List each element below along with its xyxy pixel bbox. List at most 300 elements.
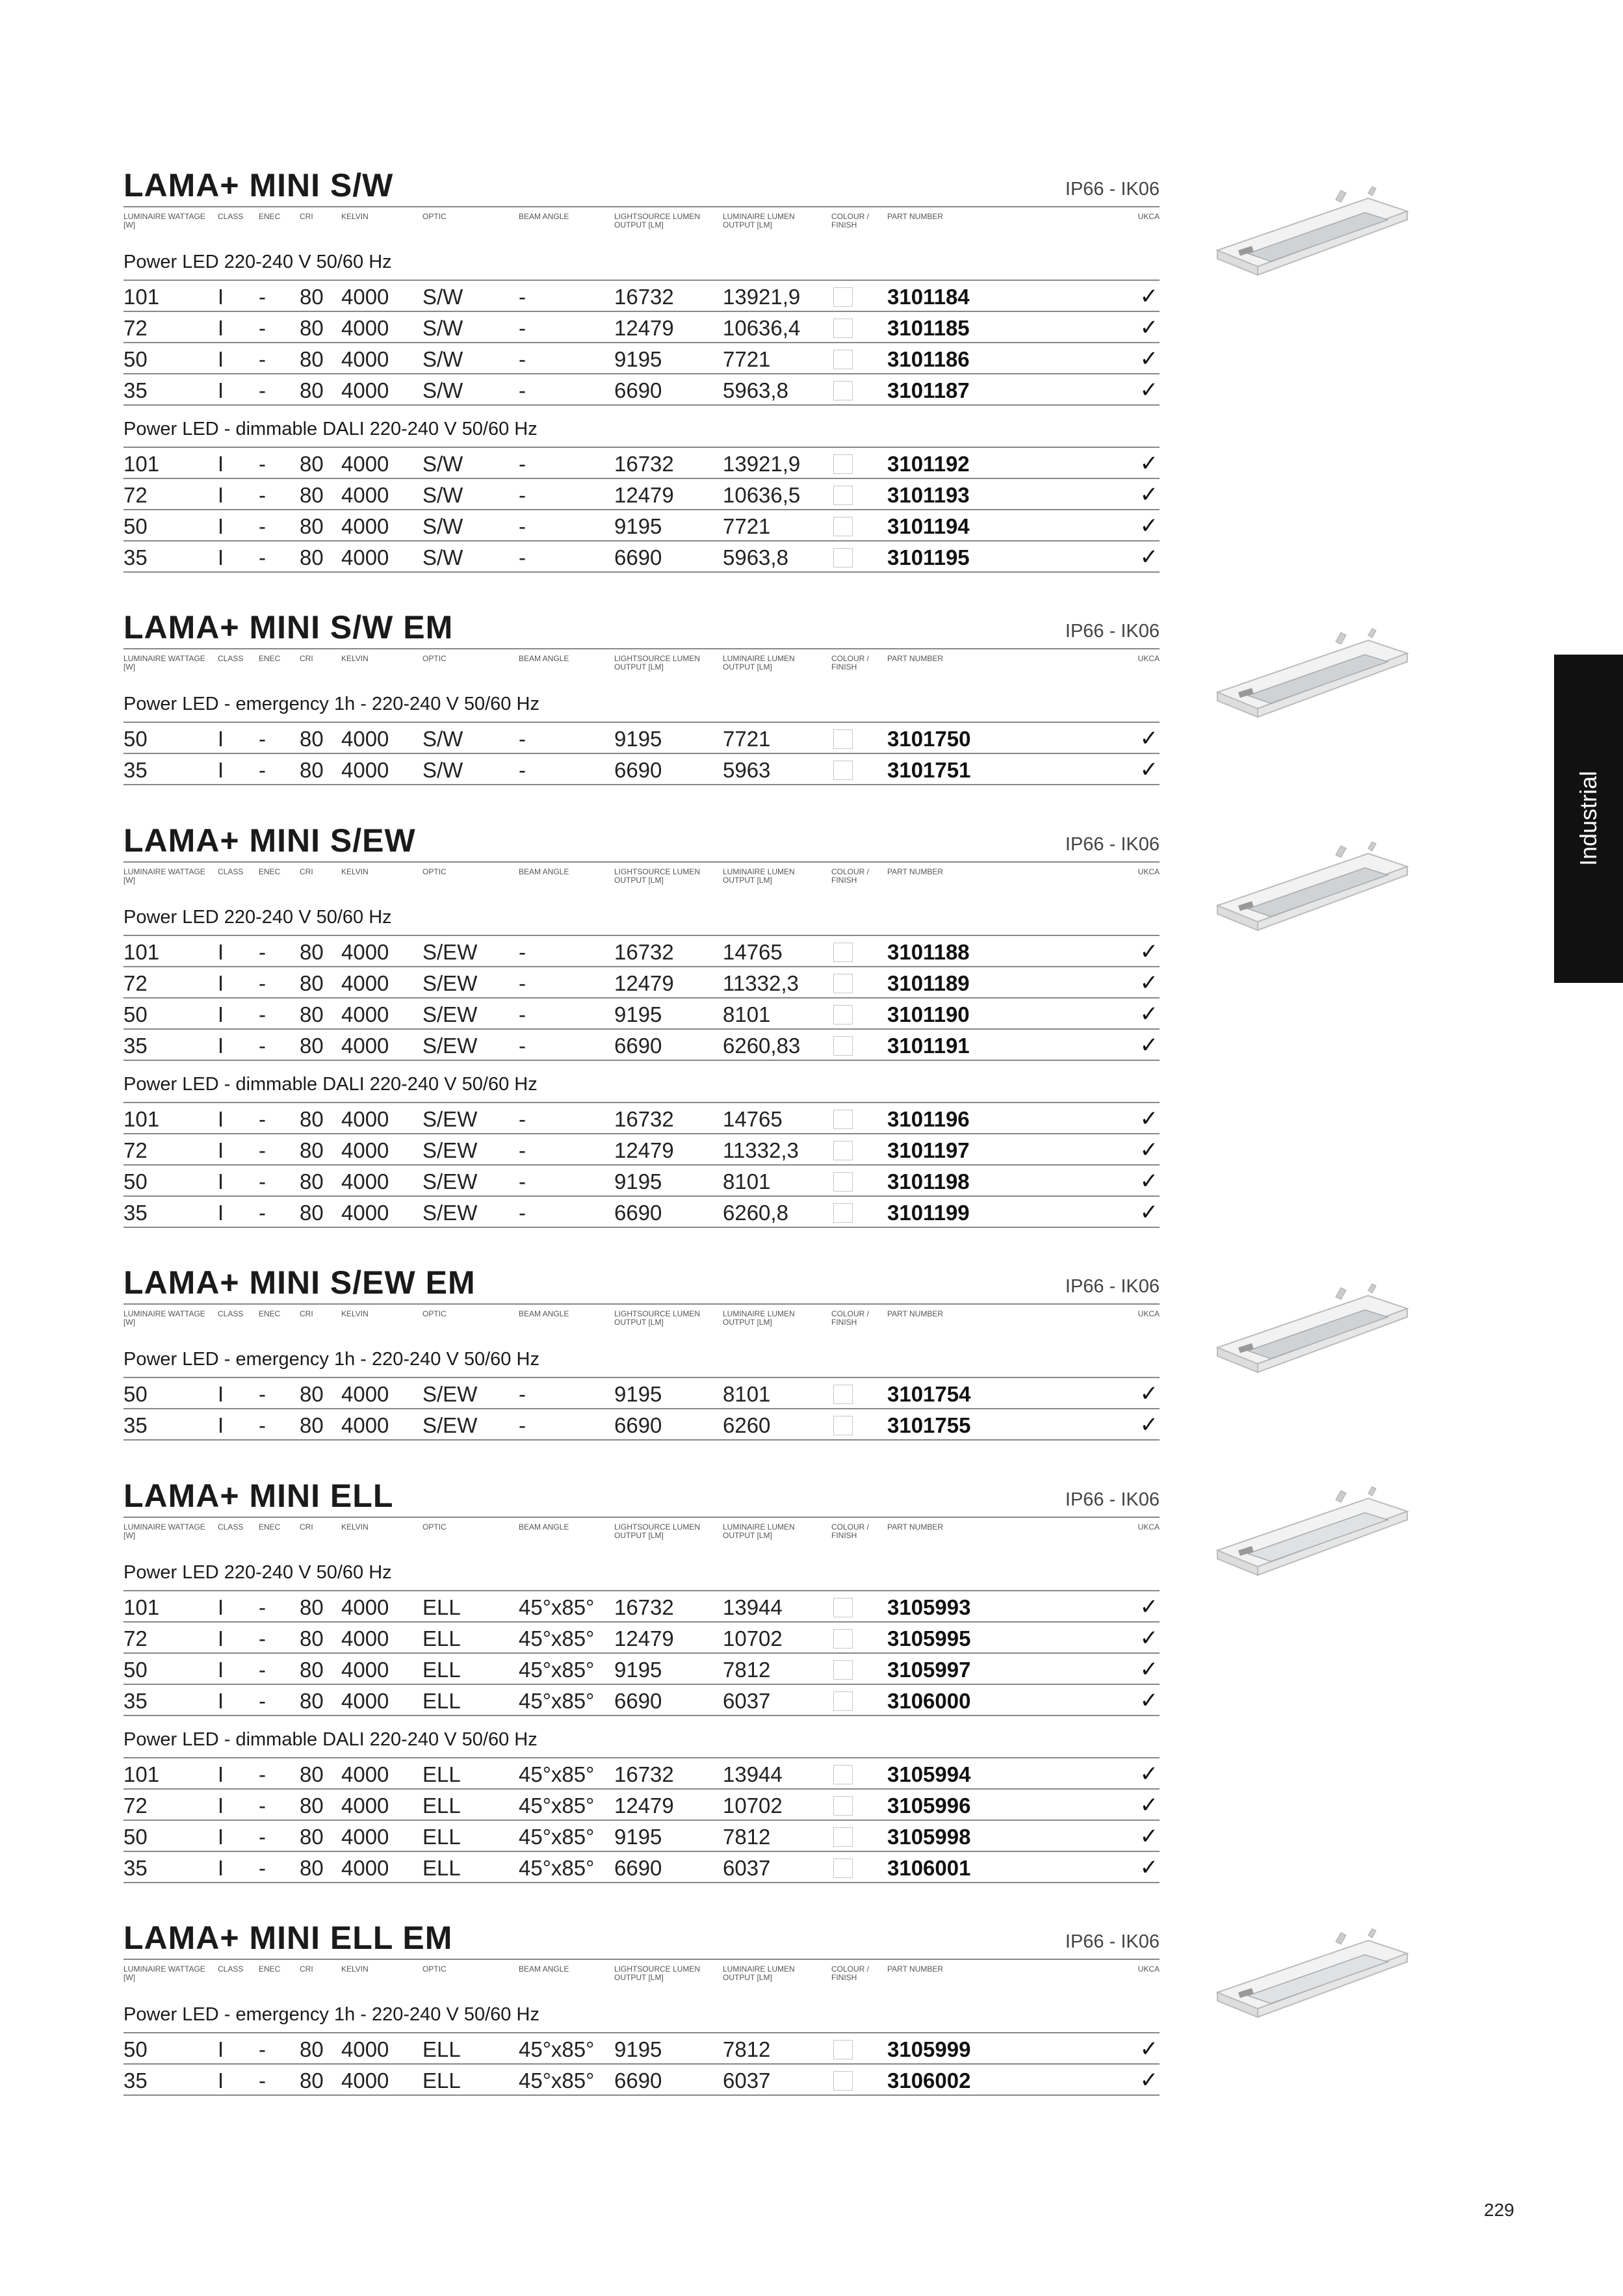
cell-lightsource-lumen: 9195 (614, 1002, 662, 1026)
cell-class: I (218, 1034, 224, 1058)
cell-wattage: 35 (123, 1856, 148, 1880)
cell-optic: ELL (422, 1595, 461, 1619)
cell-wattage: 50 (123, 1002, 148, 1026)
cell-wattage: 35 (123, 545, 148, 569)
cell-wattage: 50 (123, 1382, 148, 1406)
column-header (123, 206, 1160, 241)
ukca-check-icon: ✓ (1139, 545, 1158, 569)
cell-luminaire-lumen: 8101 (723, 1169, 771, 1194)
header-class: CLASS (218, 212, 244, 221)
cell-wattage: 101 (123, 940, 160, 964)
cell-wattage: 72 (123, 483, 148, 507)
ukca-check-icon: ✓ (1139, 284, 1158, 309)
cell-luminaire-lumen: 11332,3 (723, 1138, 799, 1162)
header-optic: OPTIC (422, 1964, 447, 1974)
cell-luminaire-lumen: 6260,8 (723, 1201, 788, 1225)
cell-enec: - (259, 1825, 266, 1849)
product-image (1212, 1927, 1420, 2038)
cell-enec: - (259, 758, 266, 782)
cell-luminaire-lumen: 13921,9 (723, 452, 801, 476)
header-beam: BEAM ANGLE (519, 1309, 569, 1318)
ukca-check-icon: ✓ (1139, 1793, 1158, 1818)
cell-cri: 80 (300, 514, 324, 538)
cell-enec: - (259, 1794, 266, 1818)
header-class: CLASS (218, 1964, 244, 1974)
colour-swatch (833, 548, 853, 567)
cell-luminaire-lumen: 6260 (723, 1413, 771, 1437)
colour-swatch (833, 974, 853, 993)
cell-luminaire-lumen: 14765 (723, 940, 783, 964)
column-header (123, 1517, 1160, 1552)
table-bottom-rule (123, 1060, 1160, 1061)
cell-beam-angle: 45°x85° (519, 2037, 595, 2061)
cell-optic: S/W (422, 514, 463, 538)
cell-lightsource-lumen: 9195 (614, 347, 662, 371)
group-label: Power LED 220-240 V 50/60 Hz (123, 252, 392, 272)
ip-rating: IP66 - IK06 (1065, 834, 1160, 855)
ukca-check-icon: ✓ (1139, 1200, 1158, 1225)
cell-class: I (218, 1201, 224, 1225)
part-number: 3101198 (887, 1169, 970, 1194)
cell-beam-angle: - (519, 1034, 526, 1058)
cell-wattage: 35 (123, 1413, 148, 1437)
part-number: 3101196 (887, 1107, 970, 1131)
table-row (123, 342, 1160, 374)
ukca-check-icon: ✓ (1139, 1381, 1158, 1406)
cell-cri: 80 (300, 378, 324, 402)
header-class: CLASS (218, 654, 244, 663)
colour-swatch (833, 319, 853, 338)
cell-kelvin: 4000 (341, 940, 389, 964)
cell-class: I (218, 1382, 224, 1406)
cell-luminaire-lumen: 13921,9 (723, 285, 801, 309)
cell-beam-angle: - (519, 727, 526, 751)
table-row (123, 478, 1160, 510)
cell-class: I (218, 378, 224, 402)
cell-cri: 80 (300, 483, 324, 507)
cell-lightsource-lumen: 16732 (614, 285, 674, 309)
cell-kelvin: 4000 (341, 2068, 389, 2093)
cell-luminaire-lumen: 7721 (723, 727, 771, 751)
cell-wattage: 35 (123, 758, 148, 782)
table-row (123, 1590, 1160, 1623)
cell-beam-angle: - (519, 483, 526, 507)
ukca-check-icon: ✓ (1139, 346, 1158, 371)
cell-class: I (218, 347, 224, 371)
colour-swatch (833, 1110, 853, 1129)
colour-swatch (833, 943, 853, 962)
cell-enec: - (259, 347, 266, 371)
cell-class: I (218, 2037, 224, 2061)
cell-optic: S/EW (422, 1201, 478, 1225)
header-ukca: UKCA (1137, 867, 1160, 876)
table-row (123, 1377, 1160, 1409)
header-beam: BEAM ANGLE (519, 1522, 569, 1532)
header-class: CLASS (218, 867, 244, 876)
cell-wattage: 101 (123, 1595, 160, 1619)
table-row (123, 753, 1160, 785)
cell-beam-angle: - (519, 545, 526, 569)
cell-beam-angle: - (519, 285, 526, 309)
header-enec: ENEC (259, 212, 281, 221)
cell-optic: S/W (422, 452, 463, 476)
ukca-check-icon: ✓ (1139, 1595, 1158, 1619)
part-number: 3105993 (887, 1595, 971, 1619)
table-row (123, 1788, 1160, 1821)
ukca-check-icon: ✓ (1139, 939, 1158, 964)
table-bottom-rule (123, 1227, 1160, 1228)
part-number: 3105995 (887, 1626, 971, 1650)
product-image (1212, 1485, 1420, 1596)
cell-luminaire-lumen: 10636,5 (723, 483, 801, 507)
cell-enec: - (259, 1413, 266, 1437)
group-label: Power LED - dimmable DALI 220-240 V 50/60 Hz (123, 1729, 538, 1750)
cell-cri: 80 (300, 545, 324, 569)
part-number: 3101194 (887, 514, 970, 538)
part-number: 3101199 (887, 1201, 970, 1225)
cell-kelvin: 4000 (341, 1107, 389, 1131)
cell-lightsource-lumen: 16732 (614, 452, 674, 476)
part-number: 3101195 (887, 545, 970, 569)
cell-luminaire-lumen: 11332,3 (723, 971, 799, 995)
table-row (123, 1757, 1160, 1790)
cell-kelvin: 4000 (341, 285, 389, 309)
table-row (123, 722, 1160, 754)
cell-cri: 80 (300, 316, 324, 340)
cell-enec: - (259, 1595, 266, 1619)
table-row (123, 447, 1160, 479)
cell-enec: - (259, 2068, 266, 2093)
column-header (123, 861, 1160, 896)
header-kelvin: KELVIN (341, 867, 369, 876)
ukca-check-icon: ✓ (1139, 726, 1158, 751)
cell-optic: S/EW (422, 971, 478, 995)
cell-luminaire-lumen: 13944 (723, 1762, 783, 1786)
part-number: 3101189 (887, 971, 970, 995)
cell-kelvin: 4000 (341, 1201, 389, 1225)
group-label: Power LED - emergency 1h - 220-240 V 50/60 Hz (123, 2004, 539, 2025)
cell-cri: 80 (300, 285, 324, 309)
cell-kelvin: 4000 (341, 378, 389, 402)
cell-optic: ELL (422, 2037, 461, 2061)
cell-wattage: 50 (123, 727, 148, 751)
cell-class: I (218, 1794, 224, 1818)
header-colour: COLOUR / FINISH (831, 1522, 870, 1540)
cell-lightsource-lumen: 6690 (614, 1034, 662, 1058)
cell-optic: S/W (422, 483, 463, 507)
ukca-check-icon: ✓ (1139, 971, 1158, 995)
cell-cri: 80 (300, 1201, 324, 1225)
cell-wattage: 50 (123, 1658, 148, 1682)
cell-lightsource-lumen: 9195 (614, 1169, 662, 1194)
colour-swatch (833, 381, 853, 400)
cell-kelvin: 4000 (341, 514, 389, 538)
ukca-check-icon: ✓ (1139, 1169, 1158, 1194)
table-row (123, 997, 1160, 1030)
table-bottom-rule (123, 1882, 1160, 1883)
cell-wattage: 101 (123, 1762, 160, 1786)
cell-kelvin: 4000 (341, 1658, 389, 1682)
section-title: LAMA+ MINI ELL EM (123, 1920, 453, 1956)
header-cri: CRI (300, 1964, 313, 1974)
cell-optic: ELL (422, 1856, 461, 1880)
cell-beam-angle: 45°x85° (519, 1856, 595, 1880)
colour-swatch (833, 1629, 853, 1649)
header-enec: ENEC (259, 654, 281, 663)
part-number: 3105997 (887, 1658, 971, 1682)
cell-cri: 80 (300, 1034, 324, 1058)
colour-swatch (833, 1691, 853, 1711)
header-ukca: UKCA (1137, 1522, 1160, 1532)
ip-rating: IP66 - IK06 (1065, 621, 1160, 642)
group-label: Power LED - emergency 1h - 220-240 V 50/60 Hz (123, 694, 539, 714)
colour-swatch (833, 1203, 853, 1223)
cell-lightsource-lumen: 12479 (614, 483, 674, 507)
product-image (1212, 185, 1420, 296)
cell-beam-angle: - (519, 940, 526, 964)
ukca-check-icon: ✓ (1139, 1762, 1158, 1786)
cell-lightsource-lumen: 12479 (614, 316, 674, 340)
colour-swatch (833, 1827, 853, 1847)
table-row (123, 966, 1160, 998)
table-bottom-rule (123, 1439, 1160, 1441)
ukca-check-icon: ✓ (1139, 482, 1158, 507)
cell-optic: S/W (422, 727, 463, 751)
ukca-check-icon: ✓ (1139, 514, 1158, 538)
cell-beam-angle: - (519, 1382, 526, 1406)
colour-swatch (833, 1005, 853, 1024)
ukca-check-icon: ✓ (1139, 1033, 1158, 1058)
colour-swatch (833, 1416, 853, 1435)
header-enec: ENEC (259, 1309, 281, 1318)
cell-luminaire-lumen: 7812 (723, 1825, 771, 1849)
group-label: Power LED - emergency 1h - 220-240 V 50/60 Hz (123, 1349, 539, 1370)
cell-beam-angle: - (519, 378, 526, 402)
cell-class: I (218, 1825, 224, 1849)
header-kelvin: KELVIN (341, 212, 369, 221)
cell-optic: S/W (422, 758, 463, 782)
cell-beam-angle: 45°x85° (519, 2068, 595, 2093)
cell-kelvin: 4000 (341, 1762, 389, 1786)
header-part: PART NUMBER (887, 1964, 944, 1974)
ukca-check-icon: ✓ (1139, 1138, 1158, 1162)
ukca-check-icon: ✓ (1139, 1824, 1158, 1849)
cell-cri: 80 (300, 1626, 324, 1650)
cell-optic: S/W (422, 316, 463, 340)
table-row (123, 373, 1160, 406)
header-wattage: LUMINAIRE WATTAGE [W] (123, 1964, 205, 1982)
cell-luminaire-lumen: 10702 (723, 1626, 783, 1650)
cell-wattage: 50 (123, 2037, 148, 2061)
header-ls-lumen: LIGHTSOURCE LUMEN OUTPUT [LM] (614, 1522, 701, 1540)
cell-kelvin: 4000 (341, 2037, 389, 2061)
cell-enec: - (259, 514, 266, 538)
cell-cri: 80 (300, 2068, 324, 2093)
cell-kelvin: 4000 (341, 727, 389, 751)
cell-class: I (218, 971, 224, 995)
cell-enec: - (259, 545, 266, 569)
cell-luminaire-lumen: 7721 (723, 347, 771, 371)
cell-beam-angle: - (519, 347, 526, 371)
header-wattage: LUMINAIRE WATTAGE [W] (123, 867, 205, 885)
part-number: 3105998 (887, 1825, 971, 1849)
cell-wattage: 35 (123, 1689, 148, 1713)
cell-luminaire-lumen: 5963,8 (723, 545, 788, 569)
colour-swatch (833, 1172, 853, 1192)
product-image (1212, 627, 1420, 738)
ukca-check-icon: ✓ (1139, 451, 1158, 476)
cell-lightsource-lumen: 9195 (614, 1658, 662, 1682)
header-beam: BEAM ANGLE (519, 654, 569, 663)
cell-cri: 80 (300, 1138, 324, 1162)
cell-beam-angle: - (519, 1138, 526, 1162)
colour-swatch (833, 287, 853, 307)
ukca-check-icon: ✓ (1139, 1855, 1158, 1880)
cell-enec: - (259, 1658, 266, 1682)
part-number: 3101751 (887, 758, 971, 782)
colour-swatch (833, 1859, 853, 1878)
cell-kelvin: 4000 (341, 1794, 389, 1818)
cell-enec: - (259, 285, 266, 309)
cell-cri: 80 (300, 1595, 324, 1619)
ukca-check-icon: ✓ (1139, 2037, 1158, 2061)
cell-kelvin: 4000 (341, 1595, 389, 1619)
cell-luminaire-lumen: 10636,4 (723, 316, 801, 340)
ukca-check-icon: ✓ (1139, 1657, 1158, 1682)
cell-wattage: 101 (123, 285, 160, 309)
header-lum-lumen: LUMINAIRE LUMEN OUTPUT [LM] (723, 654, 795, 672)
header-optic: OPTIC (422, 212, 447, 221)
table-row (123, 1195, 1160, 1228)
group-label: Power LED 220-240 V 50/60 Hz (123, 1562, 392, 1583)
header-kelvin: KELVIN (341, 654, 369, 663)
cell-wattage: 35 (123, 1201, 148, 1225)
cell-lightsource-lumen: 6690 (614, 1689, 662, 1713)
cell-lightsource-lumen: 12479 (614, 1626, 674, 1650)
cell-class: I (218, 1138, 224, 1162)
cell-enec: - (259, 316, 266, 340)
header-enec: ENEC (259, 1522, 281, 1532)
cell-wattage: 35 (123, 378, 148, 402)
header-ls-lumen: LIGHTSOURCE LUMEN OUTPUT [LM] (614, 867, 701, 885)
header-ukca: UKCA (1137, 1964, 1160, 1974)
colour-swatch (833, 1796, 853, 1816)
cell-lightsource-lumen: 16732 (614, 1107, 674, 1131)
cell-enec: - (259, 1138, 266, 1162)
ukca-check-icon: ✓ (1139, 1688, 1158, 1713)
cell-wattage: 101 (123, 1107, 160, 1131)
cell-class: I (218, 285, 224, 309)
cell-optic: ELL (422, 1626, 461, 1650)
header-cri: CRI (300, 1522, 313, 1532)
table-bottom-rule (123, 2094, 1160, 2096)
cell-enec: - (259, 1034, 266, 1058)
cell-beam-angle: - (519, 1413, 526, 1437)
cell-optic: S/EW (422, 1413, 478, 1437)
cell-class: I (218, 1856, 224, 1880)
cell-luminaire-lumen: 8101 (723, 1382, 771, 1406)
cell-beam-angle: - (519, 514, 526, 538)
header-ukca: UKCA (1137, 654, 1160, 663)
ip-rating: IP66 - IK06 (1065, 1489, 1160, 1510)
part-number: 3101755 (887, 1413, 971, 1437)
table-row (123, 1621, 1160, 1654)
header-kelvin: KELVIN (341, 1522, 369, 1532)
section-title: LAMA+ MINI S/W EM (123, 609, 454, 646)
cell-beam-angle: - (519, 1169, 526, 1194)
cell-cri: 80 (300, 347, 324, 371)
table-row (123, 2032, 1160, 2065)
part-number: 3106001 (887, 1856, 971, 1880)
cell-enec: - (259, 452, 266, 476)
cell-lightsource-lumen: 12479 (614, 1138, 674, 1162)
colour-swatch (833, 729, 853, 749)
colour-swatch (833, 454, 853, 474)
colour-swatch (833, 1141, 853, 1160)
colour-swatch (833, 1385, 853, 1404)
cell-wattage: 50 (123, 1825, 148, 1849)
part-number: 3101191 (887, 1034, 970, 1058)
cell-beam-angle: 45°x85° (519, 1626, 595, 1650)
colour-swatch (833, 350, 853, 369)
header-part: PART NUMBER (887, 1522, 944, 1532)
colour-swatch (833, 486, 853, 505)
table-row (123, 280, 1160, 312)
cell-kelvin: 4000 (341, 545, 389, 569)
cell-lightsource-lumen: 6690 (614, 2068, 662, 2093)
header-cri: CRI (300, 212, 313, 221)
table-row (123, 1408, 1160, 1441)
cell-luminaire-lumen: 7721 (723, 514, 771, 538)
cell-beam-angle: 45°x85° (519, 1762, 595, 1786)
ukca-check-icon: ✓ (1139, 1626, 1158, 1650)
cell-kelvin: 4000 (341, 1689, 389, 1713)
part-number: 3101190 (887, 1002, 970, 1026)
header-beam: BEAM ANGLE (519, 212, 569, 221)
section-title: LAMA+ MINI S/W (123, 167, 394, 203)
cell-beam-angle: 45°x85° (519, 1825, 595, 1849)
table-row (123, 935, 1160, 967)
header-kelvin: KELVIN (341, 1964, 369, 1974)
header-wattage: LUMINAIRE WATTAGE [W] (123, 212, 205, 229)
cell-class: I (218, 1413, 224, 1437)
table-row (123, 1028, 1160, 1061)
cell-luminaire-lumen: 6260,83 (723, 1034, 801, 1058)
part-number: 3101188 (887, 940, 970, 964)
column-header (123, 1303, 1160, 1338)
cell-optic: S/W (422, 378, 463, 402)
header-optic: OPTIC (422, 867, 447, 876)
cell-wattage: 50 (123, 1169, 148, 1194)
cell-enec: - (259, 1201, 266, 1225)
part-number: 3101193 (887, 483, 970, 507)
header-beam: BEAM ANGLE (519, 867, 569, 876)
cell-wattage: 50 (123, 514, 148, 538)
cell-optic: ELL (422, 1825, 461, 1849)
cell-wattage: 72 (123, 1794, 148, 1818)
cell-class: I (218, 1002, 224, 1026)
cell-cri: 80 (300, 452, 324, 476)
cell-cri: 80 (300, 1658, 324, 1682)
cell-enec: - (259, 940, 266, 964)
cell-cri: 80 (300, 1382, 324, 1406)
cell-class: I (218, 1762, 224, 1786)
cell-lightsource-lumen: 9195 (614, 1825, 662, 1849)
part-number: 3101185 (887, 316, 970, 340)
cell-beam-angle: - (519, 452, 526, 476)
cell-cri: 80 (300, 1794, 324, 1818)
page-number: 229 (1484, 2200, 1514, 2220)
